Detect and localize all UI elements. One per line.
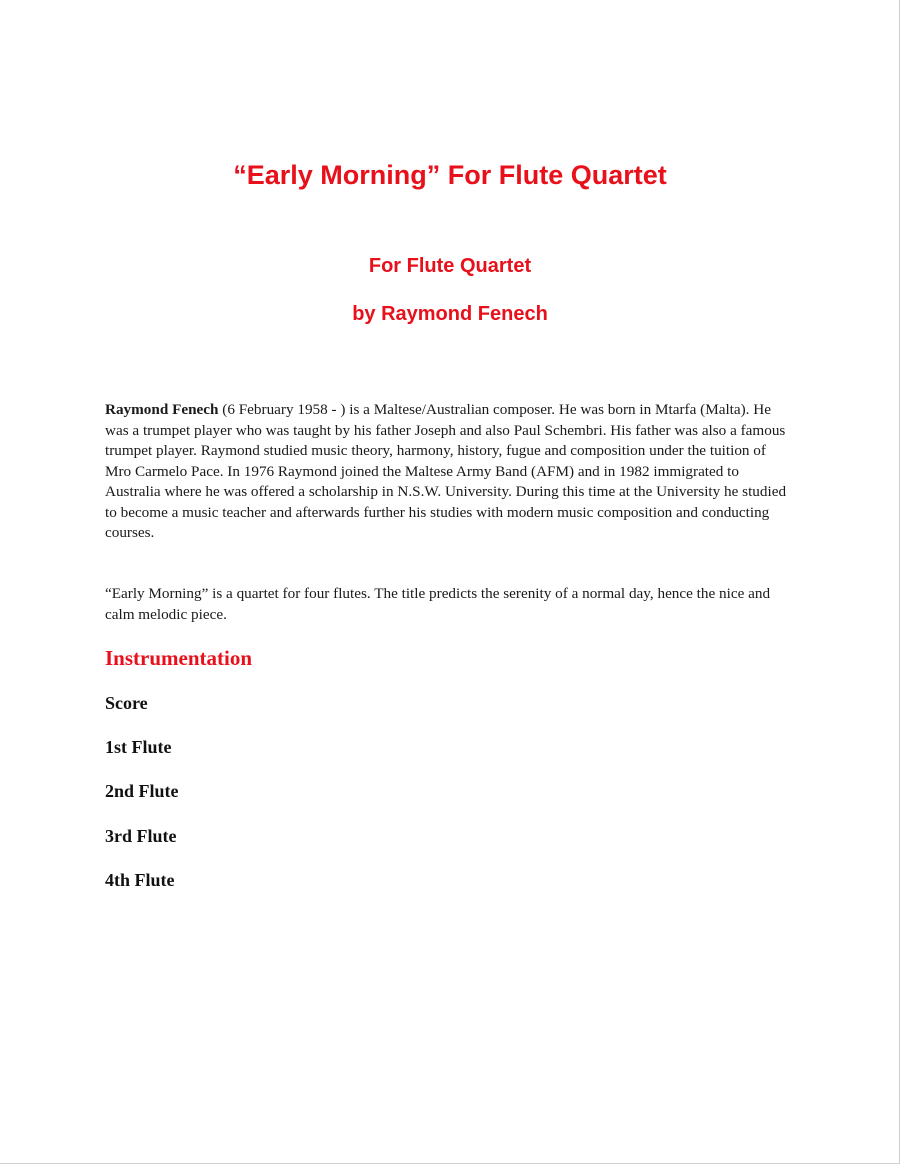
composer-name: Raymond Fenech <box>105 401 219 418</box>
biography-text: (6 February 1958 - ) is a Maltese/Australian composer. He was born in Mtarfa (Malta). He was a trumpet player who was taught by his father Joseph and also Paul Schembri. His father was also a famous trumpet player. Raymond studied music theory, harmony, history, fugue and composition under the tuition of Mro Carmelo Pace. In 1976 Raymond joined the Maltese Army Band (AFM) and in 1982 immigrated to Australia where he was offered a scholarship in N.S.W. University. During this time at the University he studied to become a music teacher and afterwards further his studies with modern music composition and conducting courses. <box>105 401 787 541</box>
instrumentation-item: 2nd Flute <box>105 781 179 801</box>
instrumentation-item: 3rd Flute <box>105 826 177 846</box>
instrumentation-heading: Instrumentation <box>105 646 253 670</box>
instrumentation-item: 1st Flute <box>105 737 172 757</box>
piece-description: “Early Morning” is a quartet for four flutes. The title predicts the serenity of a normal day, hence the nice and calm melodic piece. <box>105 585 771 623</box>
instrumentation-item: Score <box>105 693 148 713</box>
composer-byline: by Raymond Fenech <box>352 303 548 325</box>
document-subtitle: For Flute Quartet <box>368 255 532 277</box>
composer-biography <box>105 400 795 544</box>
document-title: “Early Morning” For Flute Quartet <box>233 160 667 190</box>
instrumentation-item: 4th Flute <box>105 870 175 890</box>
